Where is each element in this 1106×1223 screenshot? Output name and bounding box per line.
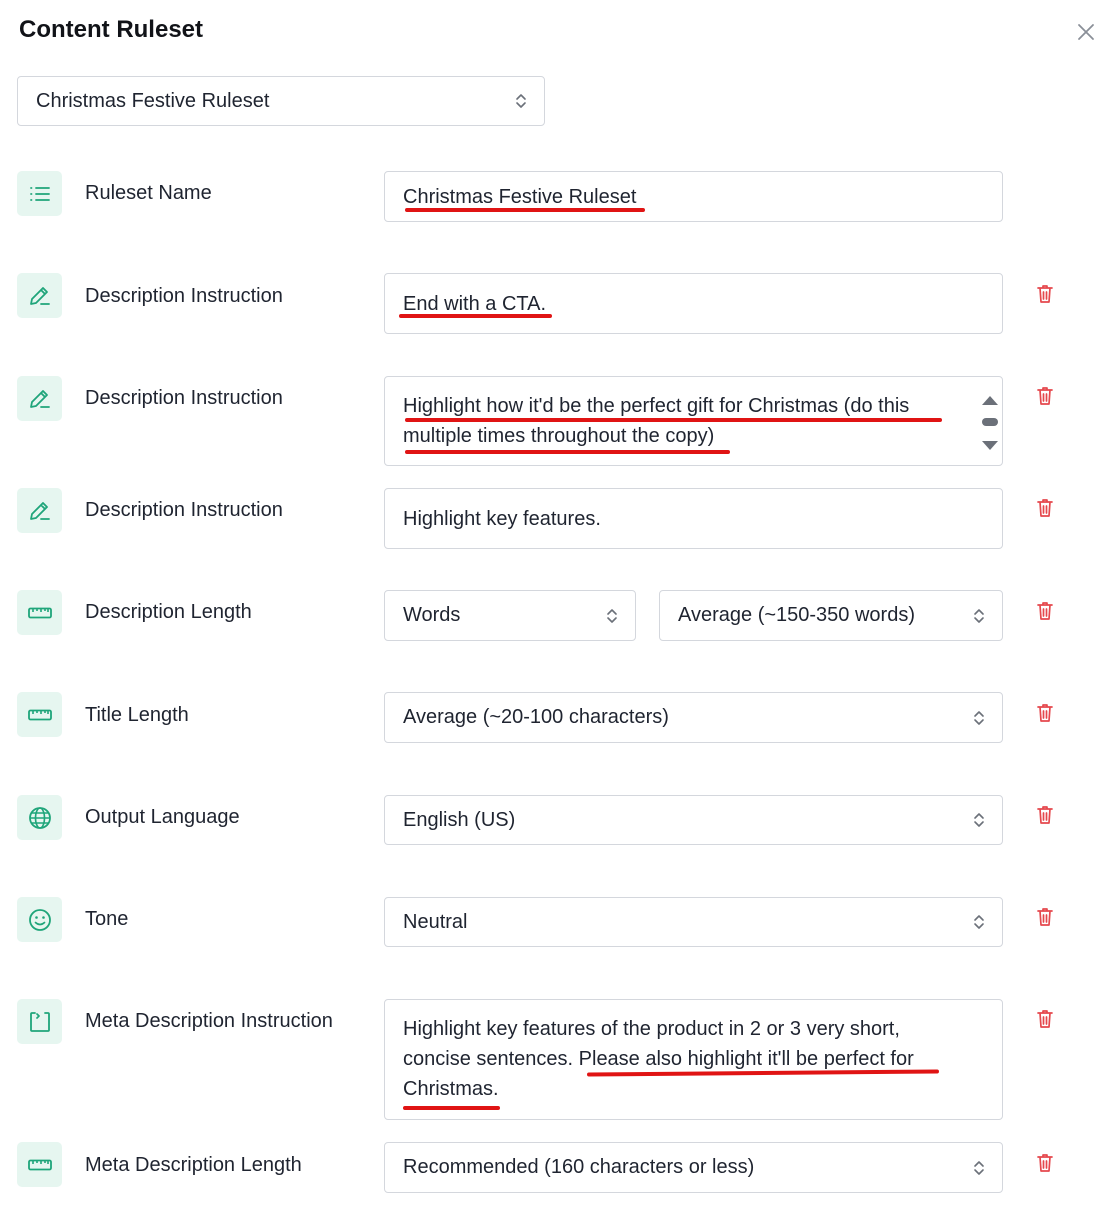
description-instruction-value: Highlight key features. (403, 507, 601, 530)
title-length-value: Average (~20-100 characters) (403, 706, 669, 728)
meta-description-length-label: Meta Description Length (85, 1154, 302, 1176)
tone-label: Tone (85, 908, 129, 930)
ruler-icon (27, 702, 53, 728)
annotation-underline (399, 314, 552, 318)
output-language-label: Output Language (85, 806, 240, 828)
annotation-underline (403, 1106, 500, 1110)
scrollbar[interactable] (980, 385, 1000, 459)
description-length-label: Description Length (85, 601, 252, 623)
output-language-icon-box (17, 795, 62, 840)
textarea-line: multiple times throughout the copy) (403, 425, 715, 447)
page-title: Content Ruleset (19, 16, 204, 43)
ruleset-select-value: Christmas Festive Ruleset (36, 89, 270, 112)
ruleset-name-value: Christmas Festive Ruleset (403, 185, 637, 208)
trash-icon[interactable] (1035, 702, 1055, 724)
chevron-updown-icon (972, 606, 986, 626)
chevron-updown-icon (514, 91, 528, 111)
ruleset-name-label: Ruleset Name (85, 182, 212, 204)
description-length-select[interactable] (659, 590, 1003, 641)
title-length-icon-box (17, 692, 62, 737)
trash-icon[interactable] (1035, 1008, 1055, 1030)
trash-icon[interactable] (1035, 385, 1055, 407)
trash-icon[interactable] (1035, 497, 1055, 519)
smile-icon (27, 907, 53, 933)
description-instruction-value: End with a CTA. (403, 292, 547, 315)
chevron-updown-icon (605, 606, 619, 626)
description-length-value: Average (~150-350 words) (678, 604, 915, 626)
description-instruction-label: Description Instruction (85, 387, 283, 409)
textarea-line: concise sentences. Please also highlight it'll be perfect for (403, 1048, 914, 1070)
description-instruction-input[interactable] (384, 488, 1003, 549)
tone-icon-box (17, 897, 62, 942)
meta-description-length-icon-box (17, 1142, 62, 1187)
pencil-icon (27, 498, 53, 524)
output-language-value: English (US) (403, 808, 516, 831)
meta-icon (27, 1009, 53, 1035)
description-instruction-input[interactable] (384, 273, 1003, 334)
title-length-label: Title Length (85, 704, 189, 726)
chevron-updown-icon (972, 708, 986, 728)
trash-icon[interactable] (1035, 283, 1055, 305)
ruleset-select[interactable] (17, 76, 545, 126)
tone-select[interactable] (384, 897, 1003, 947)
chevron-updown-icon (972, 810, 986, 830)
meta-description-textarea[interactable] (384, 999, 1003, 1120)
description-instruction-icon-box (17, 488, 62, 533)
trash-icon[interactable] (1035, 804, 1055, 826)
annotation-underline (405, 208, 645, 212)
chevron-updown-icon (972, 1158, 986, 1178)
ruler-icon (27, 600, 53, 626)
chevron-updown-icon (972, 912, 986, 932)
pencil-icon (27, 283, 53, 309)
ruler-icon (27, 1152, 53, 1178)
meta-description-length-value: Recommended (160 characters or less) (403, 1156, 755, 1178)
pencil-icon (27, 386, 53, 412)
close-icon[interactable] (1075, 21, 1097, 43)
annotation-underline (405, 418, 942, 422)
trash-icon[interactable] (1035, 906, 1055, 928)
list-icon (27, 181, 53, 207)
description-length-unit-select[interactable] (384, 590, 636, 641)
trash-icon[interactable] (1035, 600, 1055, 622)
ruleset-name-input[interactable] (384, 171, 1003, 222)
meta-description-length-select[interactable] (384, 1142, 1003, 1193)
textarea-line: Highlight how it'd be the perfect gift for Christmas (do this (403, 395, 910, 417)
trash-icon[interactable] (1035, 1152, 1055, 1174)
ruleset-name-icon-box (17, 171, 62, 216)
globe-icon (27, 805, 53, 831)
output-language-select[interactable] (384, 795, 1003, 845)
meta-description-label: Meta Description Instruction (85, 1010, 333, 1032)
description-instruction-label: Description Instruction (85, 285, 283, 307)
title-length-select[interactable] (384, 692, 1003, 743)
textarea-line: Christmas. (403, 1078, 499, 1100)
description-instruction-label: Description Instruction (85, 499, 283, 521)
annotation-underline (405, 450, 730, 454)
description-length-unit-value: Words (403, 604, 461, 626)
textarea-line: Highlight key features of the product in 2 or 3 very short, (403, 1018, 900, 1040)
meta-description-icon-box (17, 999, 62, 1044)
description-instruction-icon-box (17, 273, 62, 318)
description-instruction-icon-box (17, 376, 62, 421)
description-length-icon-box (17, 590, 62, 635)
tone-value: Neutral (403, 910, 468, 933)
